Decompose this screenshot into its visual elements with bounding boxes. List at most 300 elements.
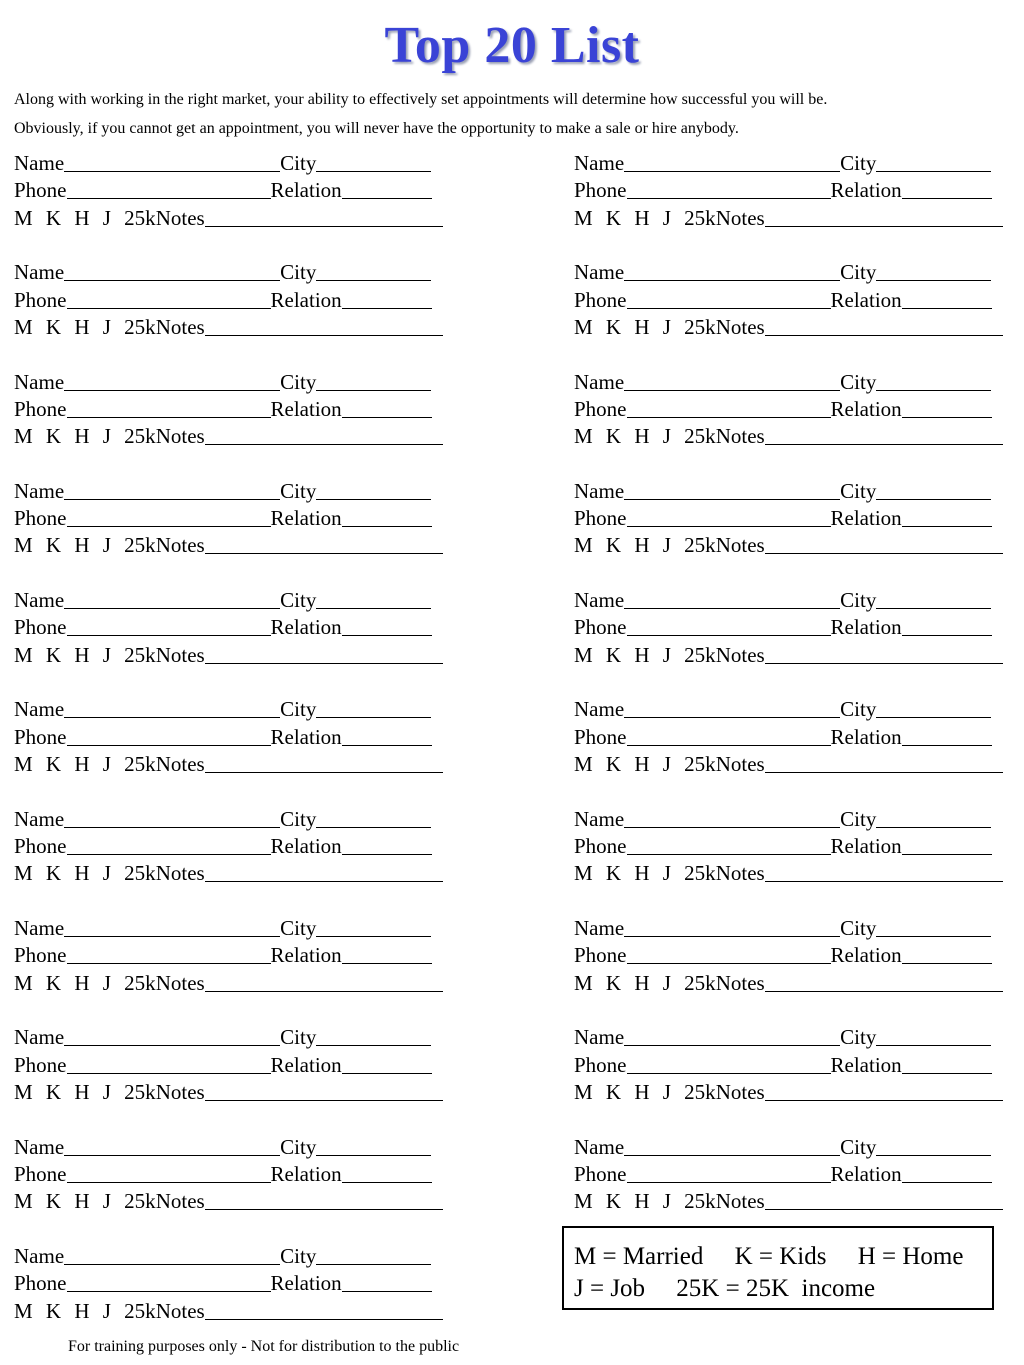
phone-row <box>14 614 454 641</box>
notes-label: Notes <box>715 314 765 339</box>
notes-label: Notes <box>155 1298 205 1323</box>
fill-line[interactable] <box>876 607 991 609</box>
phone-label: Phone <box>574 1161 627 1186</box>
city-label: City <box>280 588 317 613</box>
name-row <box>574 915 1014 942</box>
notes-label: Notes <box>155 1189 205 1214</box>
fill-line[interactable] <box>316 1154 431 1156</box>
city-label: City <box>840 478 877 503</box>
notes-label: Notes <box>155 642 205 667</box>
contact-entry <box>14 478 454 587</box>
name-row <box>14 1024 454 1051</box>
relation-label: Relation <box>270 396 342 421</box>
fill-line[interactable] <box>316 826 431 828</box>
phone-label: Phone <box>574 178 627 203</box>
phone-row <box>14 396 454 423</box>
fill-line[interactable] <box>67 1072 271 1074</box>
fill-line[interactable] <box>316 935 431 937</box>
phone-row <box>14 1161 454 1188</box>
intro-line-1: Along with working in the right market, your ability to effectively set appointments will determine how successful you will be. <box>14 91 828 108</box>
status-options: M K H J 25k <box>574 642 716 667</box>
city-label: City <box>840 1134 877 1159</box>
fill-line[interactable] <box>765 552 1003 554</box>
fill-line[interactable] <box>64 1044 280 1046</box>
fill-line[interactable] <box>316 389 431 391</box>
contact-entry <box>574 259 1014 368</box>
status-options: M K H J 25k <box>574 205 716 230</box>
fill-line[interactable] <box>627 197 831 199</box>
fill-line[interactable] <box>64 1154 280 1156</box>
fill-line[interactable] <box>64 170 280 172</box>
fill-line[interactable] <box>205 662 443 664</box>
fill-line[interactable] <box>342 634 432 636</box>
fill-line[interactable] <box>205 225 443 227</box>
notes-label: Notes <box>155 533 205 558</box>
relation-label: Relation <box>270 506 342 531</box>
notes-row <box>14 205 454 232</box>
name-row <box>14 369 454 396</box>
city-label: City <box>840 369 877 394</box>
phone-row <box>574 1052 1014 1079</box>
status-options: M K H J 25k <box>574 314 716 339</box>
fill-line[interactable] <box>342 525 432 527</box>
phone-row <box>14 505 454 532</box>
status-options: M K H J 25k <box>14 1298 156 1323</box>
relation-label: Relation <box>830 1052 902 1077</box>
notes-row <box>14 642 454 669</box>
notes-row <box>574 314 1014 341</box>
fill-line[interactable] <box>316 1044 431 1046</box>
fill-line[interactable] <box>67 853 271 855</box>
status-options: M K H J 25k <box>574 752 716 777</box>
fill-line[interactable] <box>205 443 443 445</box>
city-label: City <box>280 478 317 503</box>
status-options: M K H J 25k <box>14 1079 156 1104</box>
fill-line[interactable] <box>67 744 271 746</box>
fill-line[interactable] <box>902 1072 992 1074</box>
fill-line[interactable] <box>67 525 271 527</box>
city-label: City <box>280 369 317 394</box>
phone-label: Phone <box>14 396 67 421</box>
notes-row <box>14 860 454 887</box>
fill-line[interactable] <box>876 170 991 172</box>
phone-label: Phone <box>14 506 67 531</box>
fill-line[interactable] <box>902 962 992 964</box>
notes-label: Notes <box>155 1079 205 1104</box>
city-label: City <box>280 1134 317 1159</box>
contact-entry <box>14 915 454 1024</box>
status-options: M K H J 25k <box>14 642 156 667</box>
fill-line[interactable] <box>627 744 831 746</box>
city-label: City <box>840 916 877 941</box>
relation-label: Relation <box>830 506 902 531</box>
fill-line[interactable] <box>64 935 280 937</box>
city-label: City <box>840 806 877 831</box>
fill-line[interactable] <box>876 279 991 281</box>
fill-line[interactable] <box>67 1181 271 1183</box>
fill-line[interactable] <box>627 307 831 309</box>
notes-label: Notes <box>715 533 765 558</box>
city-label: City <box>280 806 317 831</box>
relation-label: Relation <box>830 1161 902 1186</box>
notes-row <box>14 1188 454 1215</box>
status-options: M K H J 25k <box>574 970 716 995</box>
fill-line[interactable] <box>316 716 431 718</box>
name-row <box>14 915 454 942</box>
fill-line[interactable] <box>765 443 1003 445</box>
fill-line[interactable] <box>876 716 991 718</box>
city-label: City <box>280 151 317 175</box>
fill-line[interactable] <box>624 389 840 391</box>
notes-row <box>574 1079 1014 1106</box>
name-row <box>574 806 1014 833</box>
fill-line[interactable] <box>64 279 280 281</box>
contact-entry <box>14 1243 454 1352</box>
relation-label: Relation <box>270 615 342 640</box>
relation-label: Relation <box>830 834 902 859</box>
fill-line[interactable] <box>67 307 271 309</box>
city-label: City <box>840 588 877 613</box>
fill-line[interactable] <box>765 990 1003 992</box>
fill-line[interactable] <box>902 634 992 636</box>
notes-row <box>574 423 1014 450</box>
name-row <box>14 806 454 833</box>
name-label: Name <box>574 151 625 175</box>
phone-row <box>574 396 1014 423</box>
fill-line[interactable] <box>205 1208 443 1210</box>
status-options: M K H J 25k <box>574 424 716 449</box>
name-label: Name <box>14 697 65 722</box>
fill-line[interactable] <box>342 962 432 964</box>
contact-entry <box>574 478 1014 587</box>
notes-row <box>574 642 1014 669</box>
right-column <box>574 150 1014 1243</box>
contact-entry <box>574 1024 1014 1133</box>
phone-label: Phone <box>574 287 627 312</box>
relation-label: Relation <box>270 1271 342 1296</box>
contact-entry <box>574 150 1014 259</box>
notes-label: Notes <box>715 424 765 449</box>
fill-line[interactable] <box>876 389 991 391</box>
relation-label: Relation <box>270 943 342 968</box>
relation-label: Relation <box>270 834 342 859</box>
fill-line[interactable] <box>902 853 992 855</box>
fill-line[interactable] <box>64 389 280 391</box>
phone-label: Phone <box>14 1052 67 1077</box>
name-row <box>14 150 454 177</box>
status-options: M K H J 25k <box>574 861 716 886</box>
fill-line[interactable] <box>205 880 443 882</box>
notes-row <box>14 751 454 778</box>
phone-label: Phone <box>574 943 627 968</box>
name-label: Name <box>14 1243 65 1268</box>
city-label: City <box>280 1025 317 1050</box>
status-options: M K H J 25k <box>14 205 156 230</box>
notes-row <box>574 751 1014 778</box>
fill-line[interactable] <box>627 525 831 527</box>
notes-label: Notes <box>715 970 765 995</box>
fill-line[interactable] <box>342 1290 432 1292</box>
name-row <box>14 259 454 286</box>
phone-row <box>14 1270 454 1297</box>
phone-row <box>574 942 1014 969</box>
phone-label: Phone <box>574 396 627 421</box>
fill-line[interactable] <box>205 1099 443 1101</box>
city-label: City <box>280 1243 317 1268</box>
fill-line[interactable] <box>765 880 1003 882</box>
name-label: Name <box>14 588 65 613</box>
notes-label: Notes <box>715 1189 765 1214</box>
contact-entry <box>574 369 1014 478</box>
page-title: Top 20 List <box>384 17 640 74</box>
relation-label: Relation <box>270 1052 342 1077</box>
fill-line[interactable] <box>902 197 992 199</box>
name-row <box>574 1024 1014 1051</box>
notes-label: Notes <box>155 970 205 995</box>
city-label: City <box>280 260 317 285</box>
relation-label: Relation <box>830 615 902 640</box>
status-options: M K H J 25k <box>14 314 156 339</box>
name-label: Name <box>14 369 65 394</box>
fill-line[interactable] <box>627 853 831 855</box>
fill-line[interactable] <box>765 771 1003 773</box>
phone-label: Phone <box>574 834 627 859</box>
fill-line[interactable] <box>316 1263 431 1265</box>
fill-line[interactable] <box>64 498 280 500</box>
contact-entry <box>14 259 454 368</box>
fill-line[interactable] <box>902 416 992 418</box>
notes-row <box>14 423 454 450</box>
notes-label: Notes <box>715 1079 765 1104</box>
fill-line[interactable] <box>876 498 991 500</box>
name-label: Name <box>574 478 625 503</box>
fill-line[interactable] <box>876 935 991 937</box>
fill-line[interactable] <box>342 853 432 855</box>
legend-line-2: J = Job 25K = 25K income <box>574 1275 876 1302</box>
contact-entry <box>574 915 1014 1024</box>
fill-line[interactable] <box>342 307 432 309</box>
fill-line[interactable] <box>624 170 840 172</box>
fill-line[interactable] <box>902 744 992 746</box>
fill-line[interactable] <box>342 744 432 746</box>
fill-line[interactable] <box>627 1181 831 1183</box>
fill-line[interactable] <box>876 826 991 828</box>
contact-entry <box>14 369 454 478</box>
legend-line-1: M = Married K = Kids H = Home <box>574 1243 964 1270</box>
fill-line[interactable] <box>64 826 280 828</box>
city-label: City <box>840 697 877 722</box>
name-row <box>574 696 1014 723</box>
notes-label: Notes <box>155 424 205 449</box>
fill-line[interactable] <box>205 334 443 336</box>
phone-row <box>14 724 454 751</box>
fill-line[interactable] <box>316 170 431 172</box>
notes-label: Notes <box>715 642 765 667</box>
fill-line[interactable] <box>342 1072 432 1074</box>
fill-line[interactable] <box>624 935 840 937</box>
relation-label: Relation <box>270 178 342 203</box>
name-label: Name <box>14 916 65 941</box>
phone-row <box>14 833 454 860</box>
phone-label: Phone <box>14 287 67 312</box>
relation-label: Relation <box>270 1161 342 1186</box>
fill-line[interactable] <box>316 279 431 281</box>
phone-label: Phone <box>14 178 67 203</box>
phone-row <box>14 287 454 314</box>
fill-line[interactable] <box>316 498 431 500</box>
name-label: Name <box>14 478 65 503</box>
fill-line[interactable] <box>624 607 840 609</box>
phone-label: Phone <box>14 724 67 749</box>
notes-row <box>14 532 454 559</box>
phone-label: Phone <box>574 506 627 531</box>
fill-line[interactable] <box>316 607 431 609</box>
name-row <box>14 1243 454 1270</box>
fill-line[interactable] <box>765 225 1003 227</box>
name-row <box>574 587 1014 614</box>
name-row <box>574 150 1014 177</box>
fill-line[interactable] <box>627 634 831 636</box>
name-row <box>14 587 454 614</box>
relation-label: Relation <box>830 724 902 749</box>
fill-line[interactable] <box>205 771 443 773</box>
contact-entry <box>14 696 454 805</box>
name-row <box>574 1134 1014 1161</box>
fill-line[interactable] <box>67 634 271 636</box>
notes-label: Notes <box>155 861 205 886</box>
contact-entry <box>14 1134 454 1243</box>
status-options: M K H J 25k <box>574 1079 716 1104</box>
status-options: M K H J 25k <box>14 970 156 995</box>
phone-label: Phone <box>14 615 67 640</box>
notes-row <box>574 1188 1014 1215</box>
contact-entry <box>14 587 454 696</box>
fill-line[interactable] <box>624 1044 840 1046</box>
fill-line[interactable] <box>67 1290 271 1292</box>
fill-line[interactable] <box>624 1154 840 1156</box>
fill-line[interactable] <box>765 1099 1003 1101</box>
relation-label: Relation <box>830 396 902 421</box>
fill-line[interactable] <box>902 1181 992 1183</box>
notes-label: Notes <box>715 205 765 230</box>
phone-row <box>574 287 1014 314</box>
left-column <box>14 150 454 1352</box>
name-row <box>574 259 1014 286</box>
fill-line[interactable] <box>67 197 271 199</box>
notes-row <box>574 532 1014 559</box>
phone-row <box>574 177 1014 204</box>
intro-line-2: Obviously, if you cannot get an appointment, you will never have the opportunity to make a sale or hire anybody. <box>14 120 739 137</box>
name-label: Name <box>574 588 625 613</box>
fill-line[interactable] <box>205 552 443 554</box>
name-label: Name <box>14 1025 65 1050</box>
status-options: M K H J 25k <box>14 424 156 449</box>
phone-row <box>14 942 454 969</box>
city-label: City <box>840 1025 877 1050</box>
fill-line[interactable] <box>205 1318 443 1320</box>
phone-label: Phone <box>574 615 627 640</box>
fill-line[interactable] <box>902 525 992 527</box>
notes-row <box>574 205 1014 232</box>
phone-row <box>574 614 1014 641</box>
name-label: Name <box>574 369 625 394</box>
fill-line[interactable] <box>342 1181 432 1183</box>
fill-line[interactable] <box>342 197 432 199</box>
notes-row <box>14 1079 454 1106</box>
fill-line[interactable] <box>205 990 443 992</box>
notes-row <box>14 314 454 341</box>
fill-line[interactable] <box>67 962 271 964</box>
notes-row <box>14 970 454 997</box>
phone-row <box>574 1161 1014 1188</box>
status-options: M K H J 25k <box>574 533 716 558</box>
fill-line[interactable] <box>624 498 840 500</box>
contact-entry <box>14 1024 454 1133</box>
city-label: City <box>840 151 877 175</box>
fill-line[interactable] <box>765 334 1003 336</box>
fill-line[interactable] <box>624 716 840 718</box>
fill-line[interactable] <box>765 1208 1003 1210</box>
contact-entry <box>14 806 454 915</box>
phone-row <box>574 724 1014 751</box>
fill-line[interactable] <box>876 1154 991 1156</box>
fill-line[interactable] <box>902 307 992 309</box>
name-row <box>574 369 1014 396</box>
status-options: M K H J 25k <box>14 861 156 886</box>
contact-entry <box>574 806 1014 915</box>
fill-line[interactable] <box>67 416 271 418</box>
name-label: Name <box>574 916 625 941</box>
fill-line[interactable] <box>627 962 831 964</box>
contact-entry <box>14 150 454 259</box>
name-label: Name <box>574 697 625 722</box>
phone-label: Phone <box>14 834 67 859</box>
fill-line[interactable] <box>624 279 840 281</box>
relation-label: Relation <box>270 287 342 312</box>
name-row <box>14 696 454 723</box>
fill-line[interactable] <box>765 662 1003 664</box>
fill-line[interactable] <box>876 1044 991 1046</box>
phone-row <box>574 505 1014 532</box>
contact-entry <box>574 587 1014 696</box>
notes-row <box>14 1298 454 1325</box>
fill-line[interactable] <box>627 1072 831 1074</box>
fill-line[interactable] <box>64 716 280 718</box>
phone-row <box>574 833 1014 860</box>
fill-line[interactable] <box>627 416 831 418</box>
name-label: Name <box>574 806 625 831</box>
name-label: Name <box>574 1025 625 1050</box>
relation-label: Relation <box>830 178 902 203</box>
notes-label: Notes <box>155 314 205 339</box>
relation-label: Relation <box>830 287 902 312</box>
relation-label: Relation <box>270 724 342 749</box>
phone-label: Phone <box>574 1052 627 1077</box>
name-label: Name <box>574 260 625 285</box>
fill-line[interactable] <box>64 1263 280 1265</box>
fill-line[interactable] <box>64 607 280 609</box>
status-options: M K H J 25k <box>14 752 156 777</box>
status-options: M K H J 25k <box>14 533 156 558</box>
fill-line[interactable] <box>624 826 840 828</box>
city-label: City <box>280 697 317 722</box>
relation-label: Relation <box>830 943 902 968</box>
phone-row <box>14 177 454 204</box>
fill-line[interactable] <box>342 416 432 418</box>
phone-label: Phone <box>14 943 67 968</box>
phone-label: Phone <box>14 1271 67 1296</box>
city-label: City <box>280 916 317 941</box>
